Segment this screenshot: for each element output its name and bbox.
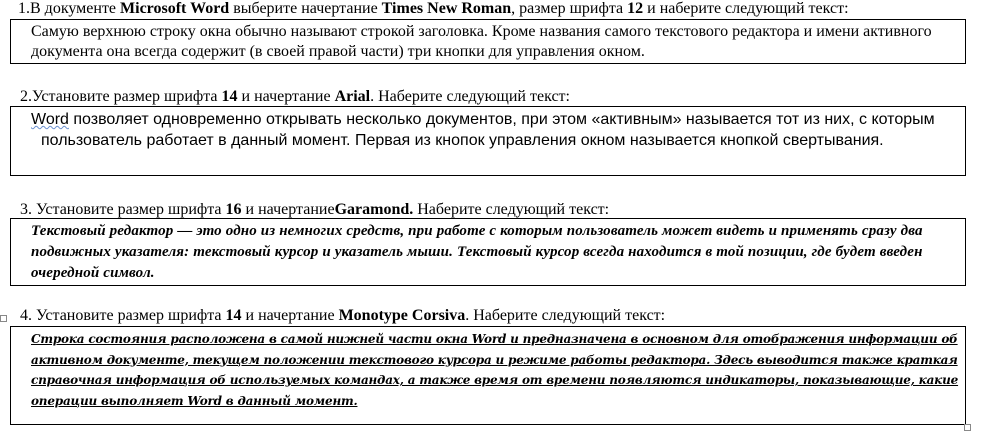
- task3-instruction: 3. Установите размер шрифта 16 и начертаниеGaramond. Наберите следующий текст:: [20, 201, 610, 218]
- task2-text: Word позволяет одновременно открывать несколько документов, при этом «активным» называется тот из них, с которым пользователь работает в данный момент. Первая из кнопок управления окном называется кнопкой свертывания.: [31, 111, 935, 149]
- task2-font-name: Arial: [334, 88, 371, 105]
- task3-font-size: 16: [225, 201, 242, 218]
- task1-font-name: Times New Roman: [381, 0, 512, 17]
- task3-font-name: Garamond.: [334, 201, 414, 218]
- task1-text: Самую верхнюю строку окна обычно называют строкой заголовка. Кроме названия самого текстового редактора и имени активного документа она всегда содержит (в своей правой части) три кнопки для управления окном.: [31, 23, 932, 60]
- task4-text-box[interactable]: [10, 326, 966, 425]
- task4-instruction: 4. Установите размер шрифта 14 и начертание Monotype Corsiva. Наберите следующий текст:: [20, 307, 666, 324]
- task4-font-name: Monotype Corsiva: [338, 307, 466, 324]
- spellcheck-word: Word: [31, 111, 69, 128]
- anchor-icon[interactable]: [0, 315, 7, 322]
- task1-app-name: Microsoft Word: [120, 0, 230, 17]
- task2-instruction: 2.Установите размер шрифта 14 и начертание Arial. Наберите следующий текст:: [20, 88, 570, 105]
- task4-text: Строка состояния расположена в самой нижней части окна Word и предназначена в основном для отображения информации об активном документе, текущем положении текстового курсора и режиме работы редактора. Здесь выводится также краткая справочная информация об используемых командах, а также время от времени появляются индикаторы, показывающие, какие операции выполняет Word в данный момент.: [31, 332, 959, 408]
- task2-font-size: 14: [221, 88, 238, 105]
- task1-text-box[interactable]: [10, 19, 966, 64]
- task3-text-box[interactable]: [10, 218, 966, 286]
- task1-font-size: 12: [627, 0, 644, 17]
- resize-handle-icon[interactable]: [964, 424, 971, 431]
- task3-text: Текстовый редактор — это одно из немногих средств, при работе с которым пользователь может видеть и применять сразу два подвижных указателя: текстовый курсор и указатель мыши. Текстовый курсор всегда находится в той позиции, где будет введен очередной символ.: [31, 223, 923, 281]
- task4-font-size: 14: [225, 307, 242, 324]
- task1-instruction: 1.В документе Microsoft Word выберите начертание Times New Roman, размер шрифта 12 и наберите следующий текст:: [18, 0, 849, 17]
- task2-text-box[interactable]: [10, 106, 966, 176]
